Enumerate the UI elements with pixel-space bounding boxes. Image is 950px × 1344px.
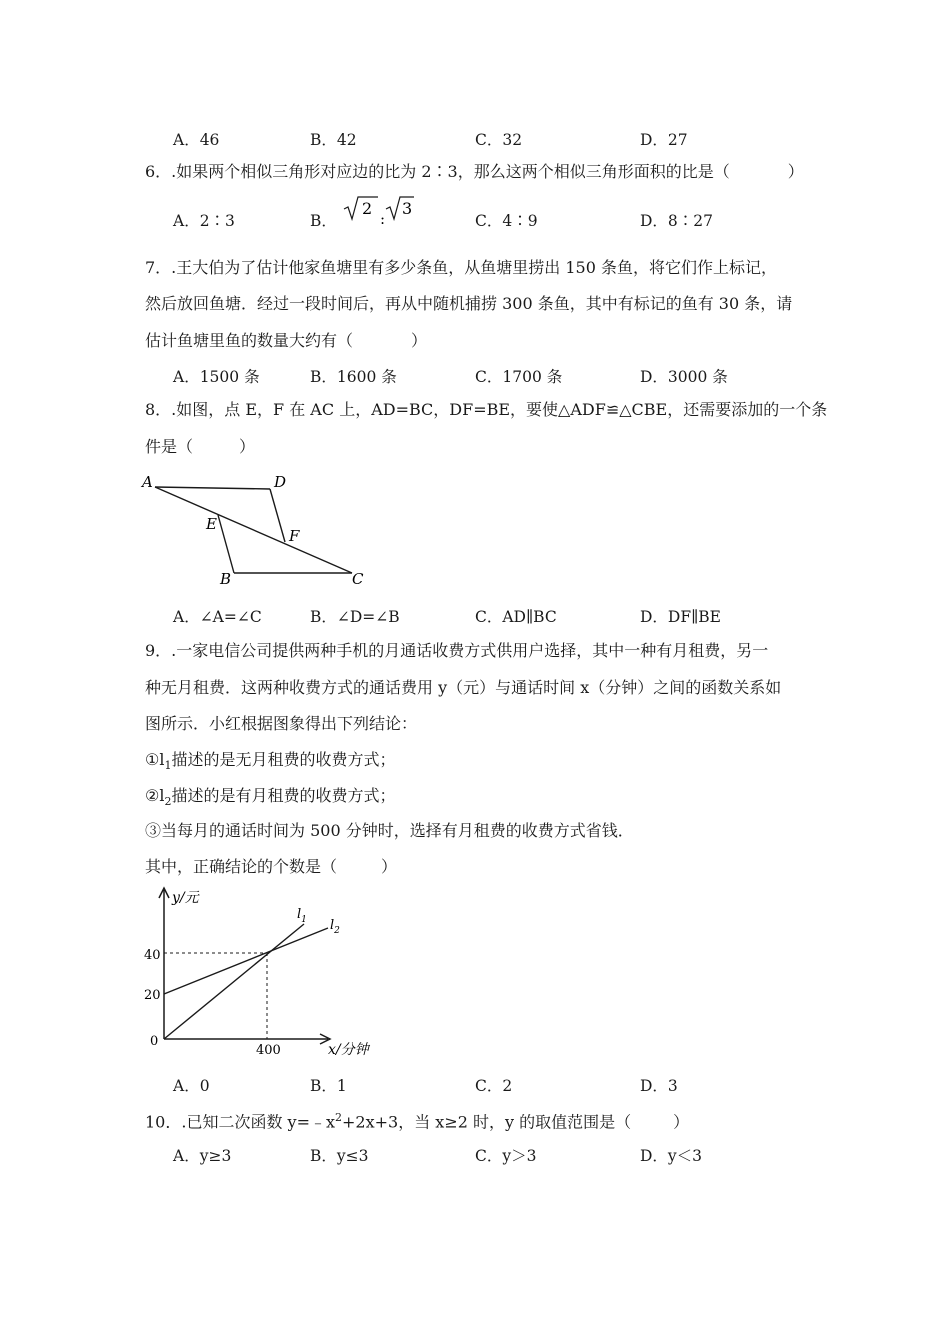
q7-option-a[interactable]: A．1500 条	[173, 368, 260, 386]
q9-option-d[interactable]: D．3	[640, 1077, 678, 1095]
q7-stem-line-3	[145, 331, 427, 351]
q5-option-c[interactable]: C．32	[475, 131, 523, 149]
q7-option-c[interactable]: C．1700 条	[475, 368, 563, 386]
q6-option-c[interactable]: C．4∶9	[475, 212, 538, 230]
line-l1-label: $l_1$	[297, 907, 307, 925]
q7-option-d[interactable]: D．3000 条	[640, 368, 728, 386]
q9-statement-1: $①l_1$描述的是无月租费的收费方式；	[145, 750, 396, 773]
q9-question-text: 其中，正确结论的个数是（	[145, 857, 338, 876]
segment-ad	[155, 487, 270, 489]
y-tick-40: 40	[144, 948, 161, 963]
segment-be	[218, 515, 234, 573]
q6-option-d[interactable]: D．8∶27	[640, 212, 714, 230]
segment-ac	[155, 487, 352, 573]
q9-options	[173, 1074, 873, 1098]
x-axis-label: x/分钟	[328, 1042, 369, 1058]
q8-option-d[interactable]: D．DF∥BE	[640, 608, 721, 626]
q6-radicand-2: 2	[361, 199, 373, 218]
x-tick-400: 400	[256, 1043, 281, 1058]
q7-stem-line-2: 然后放回鱼塘．经过一段时间后，再从中随机捕捞 300 条鱼，其中有标记的鱼有 30 条，请	[145, 294, 793, 313]
y-axis-label: y/元	[172, 890, 199, 906]
origin-label: 0	[150, 1034, 159, 1049]
y-tick-20: 20	[144, 988, 161, 1003]
q6-option-b-radicals	[342, 195, 414, 227]
q10-options	[173, 1144, 873, 1168]
q6-stem-text: 6．.如果两个相似三角形对应边的比为 2∶3，那么这两个相似三角形面积的比是（	[145, 162, 730, 181]
q8-option-b[interactable]: B．∠D=∠B	[310, 608, 400, 626]
q6-option-a[interactable]: A．2∶3	[173, 212, 235, 230]
q7-stem-text: 估计鱼塘里鱼的数量大约有（	[145, 331, 354, 350]
q9-statement-3: ③当每月的通话时间为 500 分钟时，选择有月租费的收费方式省钱．	[145, 821, 634, 840]
q10-option-d[interactable]: D．y＜3	[640, 1147, 703, 1165]
q5-options	[173, 128, 873, 152]
q9-statement-2: $②l_2$描述的是有月租费的收费方式；	[145, 786, 396, 809]
q9-close-paren: ）	[381, 857, 398, 876]
q6-close-paren: ）	[787, 162, 804, 181]
label-f: F	[289, 527, 300, 545]
q8-stem-line-1: 8．.如图，点 E，F 在 AC 上，AD=BC，DF=BE，要使△ADF≌△CBE，还需要添加的一个条	[145, 400, 828, 419]
q8-options	[173, 605, 873, 629]
q10-close-paren: ）	[673, 1112, 690, 1132]
q6-options	[173, 199, 873, 233]
q9-option-b[interactable]: B．1	[310, 1077, 347, 1095]
line-l1	[164, 924, 304, 1039]
q5-option-d[interactable]: D．27	[640, 131, 688, 149]
q6-option-b-prefix: B．	[310, 212, 337, 230]
q9-option-a[interactable]: A．0	[173, 1077, 210, 1095]
label-d: D	[274, 473, 287, 491]
q10-stem: 10．.已知二次函数 $y=﹣x^2+2x+3$，当 x≥2 时，y 的取值范围是（ ）	[145, 1111, 690, 1132]
q7-close-paren: ）	[411, 331, 428, 350]
q9-stem-line-3: 图所示．小红根据图象得出下列结论：	[145, 714, 418, 733]
label-c: C	[352, 570, 364, 588]
label-a: A	[142, 473, 153, 491]
q8-option-c[interactable]: C．AD∥BC	[475, 608, 557, 626]
q6-radicand-3: 3	[401, 199, 413, 218]
q9-stem-line-1: 9．.一家电信公司提供两种手机的月通话收费方式供用户选择，其中一种有月租费，另一	[145, 641, 769, 660]
q8-stem-line-2	[145, 437, 255, 457]
q8-option-a[interactable]: A．∠A=∠C	[173, 608, 262, 626]
q5-option-b[interactable]: B．42	[310, 131, 357, 149]
q6-stem	[145, 162, 804, 182]
q9-question	[145, 857, 397, 877]
q9-stem-line-2: 种无月租费．这两种收费方式的通话费用 y（元）与通话时间 x（分钟）之间的函数关系如	[145, 678, 782, 697]
q6-ratio-colon: :	[379, 210, 385, 227]
q10-option-a[interactable]: A．y≥3	[173, 1147, 232, 1165]
q10-option-b[interactable]: B．y≤3	[310, 1147, 369, 1165]
q7-stem-line-1: 7．.王大伯为了估计他家鱼塘里有多少条鱼，从鱼塘里捞出 150 条鱼，将它们作上标记，	[145, 258, 777, 277]
line-l2-label: $l_2$	[330, 918, 340, 936]
q7-options	[173, 365, 873, 389]
q9-option-c[interactable]: C．2	[475, 1077, 513, 1095]
q6-option-b[interactable]	[310, 195, 414, 230]
q8-stem-text: 件是（	[145, 437, 194, 456]
segment-df	[270, 489, 285, 542]
label-e: E	[206, 515, 217, 533]
q9-graph	[138, 884, 398, 1064]
q8-close-paren: ）	[239, 437, 256, 456]
q10-option-c[interactable]: C．y＞3	[475, 1147, 537, 1165]
line-l2	[164, 928, 328, 994]
q7-option-b[interactable]: B．1600 条	[310, 368, 397, 386]
q8-figure	[138, 470, 378, 590]
q5-option-a[interactable]: A．46	[173, 131, 220, 149]
label-b: B	[220, 570, 232, 588]
